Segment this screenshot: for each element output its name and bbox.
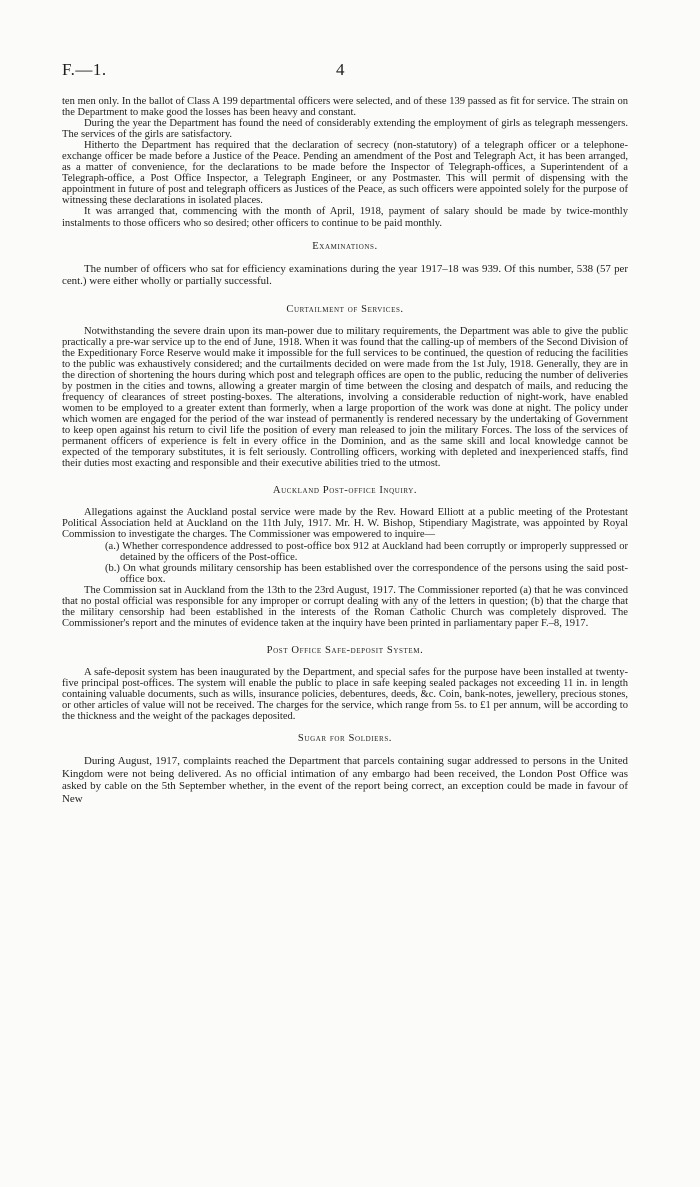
paragraph: During August, 1917, complaints reached the Department that parcels containing sugar addressed to persons in the United Kingdom were not being delivered. As no official intimation of any embargo had been received, the London Post Office was asked by cable on the 5th September whether, in the event of the report being correct, an exception could be made in favour of New [62, 755, 628, 805]
paragraph: ten men only. In the ballot of Class A 199 departmental officers were selected, and of these 139 passed as fit for service. The strain on the Department to make good the losses has been heavy and constant. [62, 96, 628, 119]
paragraph: Allegations against the Auckland postal service were made by the Rev. Howard Elliott at a public meeting of the Protestant Political Association held at Auckland on the 11th July, 1917. Mr. H. W. Bishop, Stipendiary Magistrate, was appointed by Royal Commission to investigate the charges. The Commissioner was empowered to inquire— [62, 507, 628, 541]
paragraph: Notwithstanding the severe drain upon its man-power due to military requirements, the Department was able to give the public practically a pre-war service up to the end of June, 1918. When it was found that the calling-up of members of the Second Division of the Expeditionary Force Reserve would make it impossible for the full services to be continued, the question of reducing the facilities to the public was exhaustively considered; and the curtailments decided on were made from the 1st July, 1918. Generally, they are in the direction of shortening the hours during which post and telegraph offices are open to the public, reducing the number of deliveries by postmen in the cities and towns, allowing a greater margin of time between the closing and despatch of mails, and reducing the frequency of clearances of street posting-boxes. The alterations, involving a considerable reduction of night-work, have enabled women to be employed to a greater extent than formerly, when a large proportion of the work was done at night. The policy under which women are engaged for the period of the war instead of permanently is rendered necessary by the undertaking of Government to keep open against his return to civil life the position of every man released to join the military Forces. The loss of the services of permanent officers of experience is felt in every office in the Dominion, and as the same skill and local knowledge cannot be expected of the temporary substitutes, it is felt seriously. Controlling officers, working with depleted and inexperienced staffs, find their duties most exacting and responsible and their executive abilities tried to the utmost. [62, 325, 628, 470]
page-number: 4 [336, 60, 345, 79]
section-heading-examinations: Examinations. [312, 240, 378, 252]
paragraph: Hitherto the Department has required that the declaration of secrecy (non-statutory) of a telegraph officer or a telephone-exchange officer be made before a Justice of the Peace. Pending an amendment of the Post and Telegraph Act, it has been arranged, as a matter of convenience, for the declarations to be made before the Inspector of Telegraph-offices, a Superintendent of a Telegraph-office, a Post Office Inspector, a Telegraph Engineer, or any Postmaster. This will permit of dispensing with the appointment in future of post and telegraph officers as Justices of the Peace, as such officers were appointed solely for the purpose of witnessing these declarations in isolated places. [62, 140, 628, 207]
paragraph: The number of officers who sat for efficiency examinations during the year 1917–18 was 939. Of this number, 538 (57 per cent.) were either wholly or partially successful. [62, 262, 628, 288]
section-heading-sugar: Sugar for Soldiers. [297, 733, 393, 745]
paragraph: A safe-deposit system has been inaugurated by the Department, and special safes for the purpose have been installed at twenty-five principal post-offices. The system will enable the public to place in safe keeping sealed packages not exceeding 11 in. in length containing valuable documents, such as wills, insurance policies, debentures, deeds, &c. Coin, bank-notes, jewellery, precious stones, or other articles of value will not be received. The charges for the service, which range from 5s. to £1 per annum, will be according to the thickness and the weight of the packages deposited. [62, 666, 628, 723]
document-reference: F.—1. [62, 60, 107, 79]
paragraph: During the year the Department has found the need of considerably extending the employment of girls as telegraph messengers. The services of the girls are satisfactory. [62, 118, 628, 141]
paragraph: It was arranged that, commencing with the month of April, 1918, payment of salary should be made by twice-monthly instalments to those officers who so desired; other officers to continue to be paid monthly. [62, 206, 628, 229]
list-item: (a.) Whether correspondence addressed to post-office box 912 at Auckland had been corruptly or improperly suppressed or detained by the officers of the Post-office. [105, 540, 628, 563]
section-heading-safe-deposit: Post Office Safe-deposit System. [266, 644, 424, 656]
list-item: (b.) On what grounds military censorship has been established over the correspondence of the persons using the said post-office box. [105, 562, 628, 585]
section-heading-curtailment: Curtailment of Services. [286, 303, 404, 315]
paragraph: The Commission sat in Auckland from the 13th to the 23rd August, 1917. The Commissioner reported (a) that he was convinced that no postal official was responsible for any improper or corrupt dealing with any of the letters in question; (b) that the charge that the military censorship had been established in the interests of the Roman Catholic Church was completely disproved. The Commissioner's report and the minutes of evidence taken at the inquiry have been printed in parliamentary paper F.–8, 1917. [62, 584, 628, 629]
section-heading-auckland-inquiry: Auckland Post-office Inquiry. [272, 485, 418, 497]
document-body [62, 96, 628, 805]
